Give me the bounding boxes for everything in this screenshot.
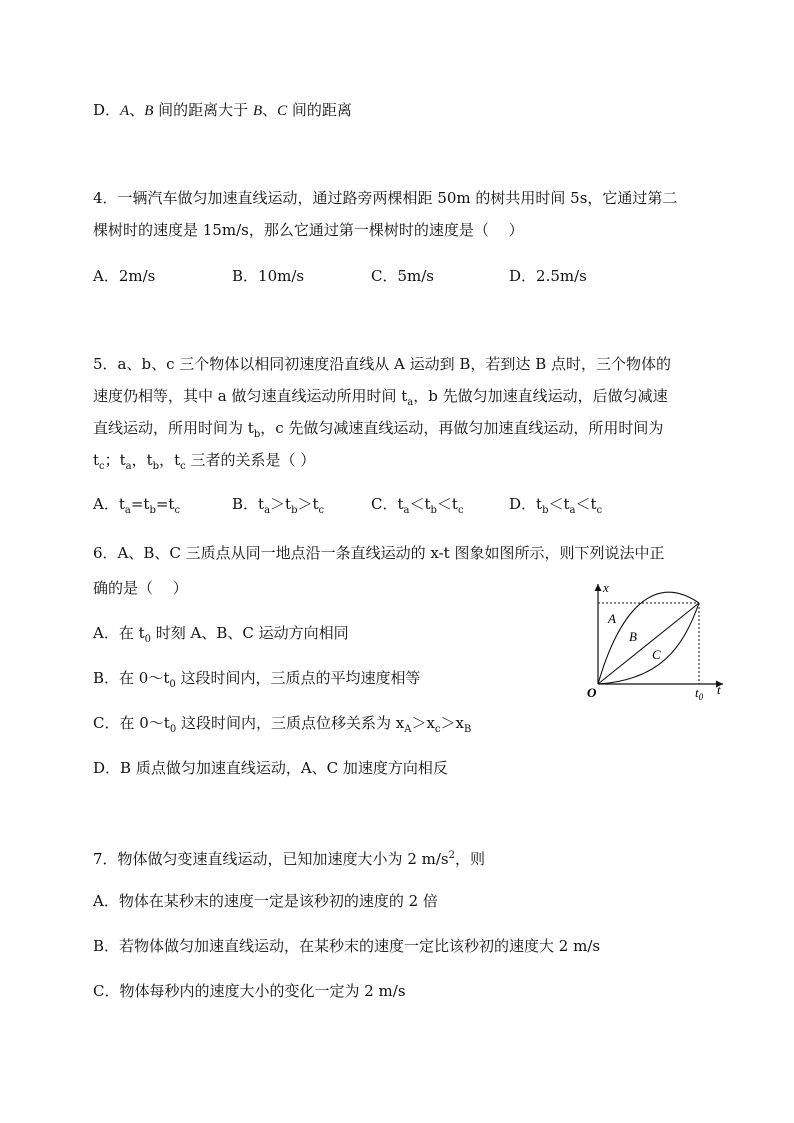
subscript: a — [403, 505, 410, 516]
stem-text: ，c 先做匀减速直线运动，再做匀加速直线运动，所用时间为 — [260, 419, 664, 437]
option-text: ＞t — [270, 495, 292, 513]
subscript: 0 — [169, 724, 177, 735]
q6-option-b — [93, 668, 421, 695]
t0-label — [695, 685, 704, 702]
option-text: 这段时间内，三质点的平均速度相等 — [175, 669, 421, 687]
option-text: 时刻 A、B、C 运动方向相同 — [151, 624, 349, 642]
subscript: c — [180, 461, 186, 472]
option-text: A．t — [93, 495, 125, 513]
t0-letter: t — [695, 685, 699, 700]
subscript: b — [430, 505, 437, 516]
q4-option-a: A．2m/s — [93, 267, 156, 285]
option-text: D．t — [509, 495, 543, 513]
q5-stem-line-4 — [93, 450, 315, 477]
subscript: c — [434, 724, 441, 735]
subscript: b — [152, 461, 160, 472]
q4-stem-line-1: 4．一辆汽车做匀加速直线运动，通过路旁两棵相距 50m 的树共用时间 5s，它通过第二 — [93, 189, 678, 207]
subscript: a — [264, 505, 271, 516]
subscript: a — [124, 505, 131, 516]
q5-option-b — [232, 494, 324, 521]
subscript: 0 — [144, 634, 152, 645]
origin-label: O — [587, 685, 597, 700]
q6-stem-line-1: 6．A、B、C 三质点从同一地点沿一条直线运动的 x-t 图象如图所示，则下列说法中正 — [93, 544, 665, 562]
q6-xt-graph — [585, 578, 735, 703]
q5-stem-line-1: 5．a、b、c 三个物体以相同初速度沿直线从 A 运动到 B，若到达 B 点时，三个物体的 — [93, 355, 671, 373]
option-text: ＜t — [548, 495, 570, 513]
subscript: a — [407, 397, 414, 408]
subscript: c — [457, 505, 464, 516]
point-b: B — [252, 103, 263, 119]
q4-stem-line-2: 棵树时的速度是 15m/s，那么它通过第一棵树时的速度是（ ） — [93, 221, 524, 239]
curve-a-label: A — [608, 611, 616, 626]
q3-option-d — [93, 100, 352, 121]
option-label: D． — [93, 101, 121, 119]
option-text: C．t — [371, 495, 404, 513]
subscript: c — [318, 505, 325, 516]
option-text: ＞x — [411, 714, 435, 732]
option-text: ＞t — [297, 495, 319, 513]
q7-stem — [93, 846, 485, 869]
stem-text: ；t — [104, 451, 126, 469]
stem-text: ，t — [159, 451, 181, 469]
stem-text: ，b 先做匀加速直线运动，后做匀减速 — [413, 387, 668, 405]
subscript: c — [99, 461, 105, 472]
t-axis-label: t — [717, 682, 721, 697]
point-a: A — [120, 103, 130, 119]
q7-option-c: C．物体每秒内的速度大小的变化一定为 2 m/s — [93, 982, 406, 1000]
q5-stem-line-3 — [93, 418, 663, 445]
option-text: ＜t — [409, 495, 431, 513]
separator: 、 — [129, 101, 145, 119]
subscript: B — [463, 724, 472, 735]
subscript: a — [569, 505, 576, 516]
option-text: B．在 0～t — [93, 669, 170, 687]
t0-subscript: 0 — [698, 692, 704, 702]
q5-stem-line-2 — [93, 386, 668, 413]
option-text: ＜t — [575, 495, 597, 513]
superscript: 2 — [448, 850, 455, 861]
stem-text: t — [93, 451, 100, 469]
q4-option-b: B．10m/s — [232, 267, 305, 285]
separator: 、 — [262, 101, 278, 119]
option-text: C．在 0～t — [93, 714, 170, 732]
point-c: C — [277, 103, 288, 119]
option-text: 间的距离大于 — [153, 101, 253, 119]
q5-option-c — [371, 494, 464, 521]
option-text: ＜t — [436, 495, 458, 513]
q5-option-a — [93, 494, 180, 521]
subscript: 0 — [169, 679, 176, 690]
curve-a — [598, 592, 699, 684]
subscript: A — [404, 724, 412, 735]
stem-text: ，则 — [454, 850, 485, 868]
q7-option-b: B．若物体做匀加速直线运动，在某秒末的速度一定比该秒初的速度大 2 m/s — [93, 937, 601, 955]
option-text: B．t — [232, 495, 265, 513]
stem-text: 7．物体做匀变速直线运动，已知加速度大小为 2 m/s — [93, 850, 449, 868]
x-axis-label: x — [603, 580, 609, 595]
stem-text: ，t — [131, 451, 153, 469]
subscript: b — [149, 505, 156, 516]
stem-text: 直线运动，所用时间为 t — [93, 419, 254, 437]
option-text: 间的距离 — [287, 101, 352, 119]
q6-option-d: D．B 质点做匀加速直线运动，A、C 加速度方向相反 — [93, 759, 448, 777]
q6-option-c — [93, 713, 471, 740]
q4-option-d: D．2.5m/s — [509, 267, 587, 285]
stem-text: 三者的关系是（ ） — [185, 451, 316, 469]
subscript: a — [125, 461, 132, 472]
subscript: b — [542, 505, 549, 516]
q6-stem-line-2: 确的是（ ） — [93, 579, 188, 597]
option-text: ＞x — [440, 714, 464, 732]
stem-text: 速度仍相等，其中 a 做匀速直线运动所用时间 t — [93, 387, 408, 405]
option-text: 这段时间内，三质点位移关系为 x — [176, 714, 405, 732]
q6-option-a — [93, 623, 349, 650]
subscript: b — [253, 429, 261, 440]
q4-option-c: C．5m/s — [371, 267, 434, 285]
option-text: =t — [130, 495, 150, 513]
option-text: A．在 t — [93, 624, 145, 642]
subscript: b — [291, 505, 298, 516]
subscript: c — [174, 505, 181, 516]
subscript: c — [596, 505, 603, 516]
line-b-label: B — [629, 629, 637, 644]
option-text: =t — [155, 495, 175, 513]
q7-option-a: A．物体在某秒末的速度一定是该秒初的速度的 2 倍 — [93, 892, 438, 910]
q5-option-d — [509, 494, 602, 521]
point-b: B — [144, 103, 154, 119]
curve-c-label: C — [652, 647, 661, 662]
